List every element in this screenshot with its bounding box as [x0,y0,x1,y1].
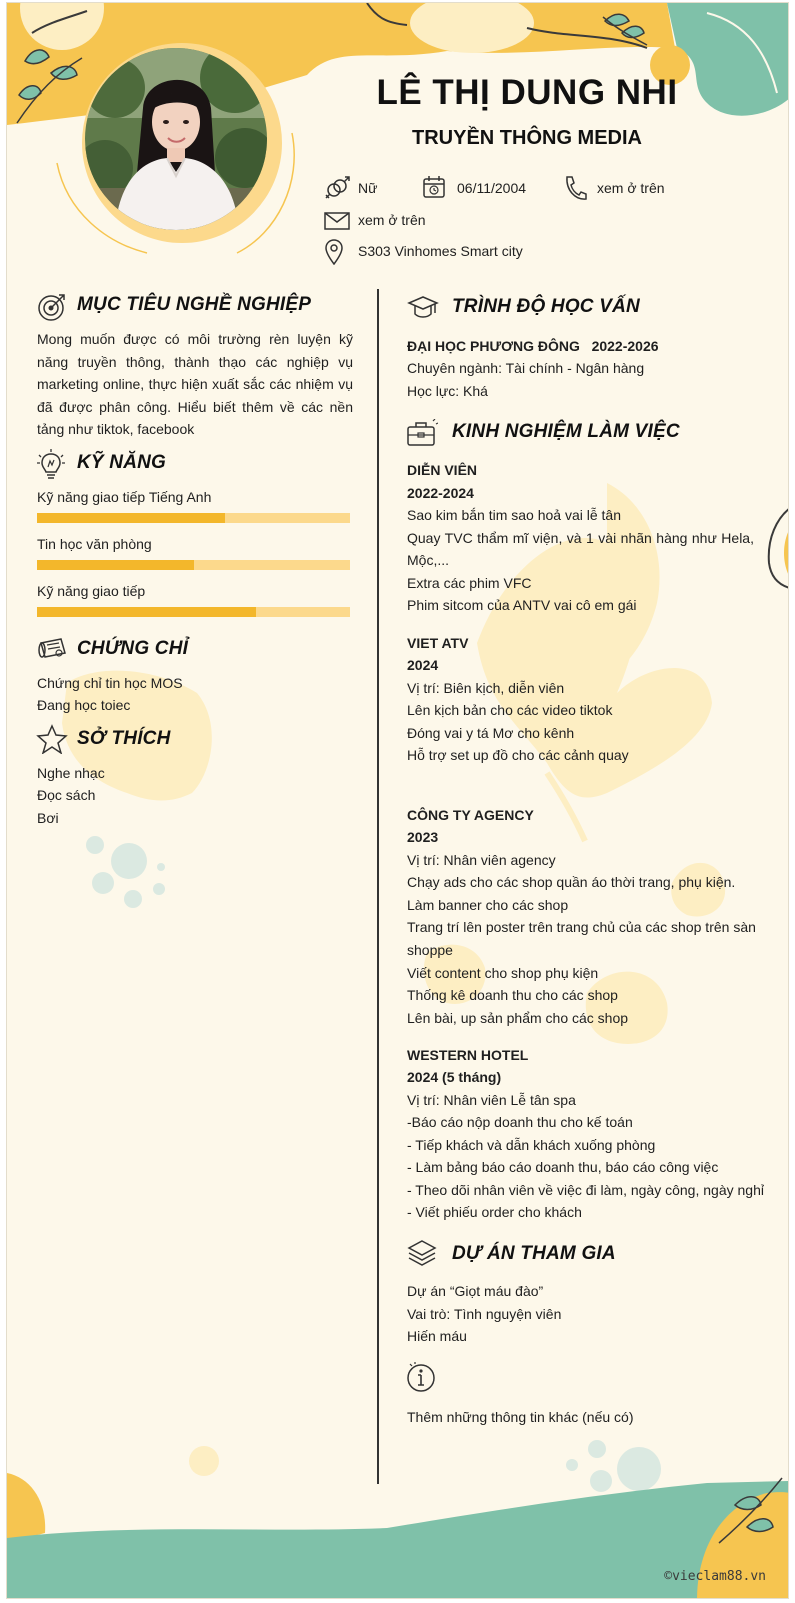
project-line: Hiến máu [407,1328,467,1344]
job-period: 2024 (5 tháng) [407,1069,502,1085]
job-line: Chạy ads cho các shop quần áo thời trang, phụ kiện. [407,874,736,890]
gender-icon [324,176,350,200]
job-line: - Viết phiếu order cho khách [407,1204,582,1220]
job-line: Mộc,... [407,552,450,568]
job-line: Sao kim bắn tim sao hoả vai lễ tân [407,507,622,523]
job-line: Đóng vai y tá Mơ cho kênh [407,725,575,741]
column-divider [377,289,379,1484]
certificate-item: Chứng chỉ tin học MOS [37,675,183,691]
job-line: Quay TVC thẩm mĩ viện, và 1 vài nhãn hàng như Hela, [407,530,754,546]
education-major: Chuyên ngành: Tài chính - Ngân hàng [407,360,645,376]
job-line: -Báo cáo nộp doanh thu cho kế toán [407,1114,633,1130]
experience-title: KINH NGHIỆM LÀM VIỆC [452,421,680,442]
calendar-icon [422,175,446,199]
email-value: xem ở trên [358,212,426,228]
candidate-role: TRUYỀN THÔNG MEDIA [412,127,642,149]
job-line: Vị trí: Biên kịch, diễn viên [407,680,565,696]
job-line: Vị trí: Nhân viên agency [407,852,556,868]
briefcase-icon [406,419,438,447]
email-icon [324,212,350,230]
project-line: Vai trò: Tình nguyện viên [407,1306,562,1322]
project-line: Dự án “Giọt máu đào” [407,1283,544,1299]
job-period: 2023 [407,829,439,845]
job-line: Làm banner cho các shop [407,897,569,913]
skill-bar-fill [37,607,256,617]
certificates-title: CHỨNG CHỈ [77,638,189,659]
hobby-item: Đọc sách [37,787,96,803]
skill-bar-fill [37,560,194,570]
job-line: shoppe [407,942,453,958]
job-line: - Làm bảng báo cáo doanh thu, báo cáo công việc [407,1159,719,1175]
school-label: ĐẠI HỌC PHƯƠNG ĐÔNG [407,338,580,354]
gender-value: Nữ [358,180,378,196]
skill-bar-track [37,607,350,617]
job-line: Extra các phim VFC [407,575,532,591]
candidate-name: LÊ THỊ DUNG NHI [376,73,678,112]
layers-icon [407,1239,437,1269]
skill-label: Kỹ năng giao tiếp Tiếng Anh [37,489,212,505]
job-line: - Tiếp khách và dẫn khách xuống phòng [407,1137,656,1153]
education-grade: Học lực: Khá [407,383,488,399]
skill-bar-track [37,513,350,523]
cv-page [6,2,789,1599]
job-line: - Theo dõi nhân viên về việc đi làm, ngày công, ngày nghỉ [407,1182,764,1198]
job-company: DIỄN VIÊN [407,462,478,478]
skill-label: Kỹ năng giao tiếp [37,583,146,599]
job-line: Hỗ trợ set up đồ cho các cảnh quay [407,747,629,763]
birthday-value: 06/11/2004 [457,180,527,196]
school-name [407,338,659,354]
hobbies-title: SỞ THÍCH [77,728,171,749]
skill-bar-fill [37,513,225,523]
job-period: 2022-2024 [407,485,474,501]
job-line: Vị trí: Nhân viên Lễ tân spa [407,1092,576,1108]
graduation-cap-icon [407,295,439,321]
job-line: Thống kê doanh thu cho các shop [407,987,618,1003]
phone-icon [563,175,587,201]
address-value: S303 Vinhomes Smart city [358,243,523,259]
watermark: ©vieclam88.vn [664,1569,766,1584]
job-line: Lên kịch bản cho các video tiktok [407,702,613,718]
projects-title: DỰ ÁN THAM GIA [452,1243,616,1264]
star-icon [36,724,68,754]
job-line: Lên bài, up sản phẩm cho các shop [407,1010,629,1026]
job-line: Viết content cho shop phụ kiện [407,965,599,981]
skill-label: Tin học văn phòng [37,536,152,552]
objective-title: MỤC TIÊU NGHỀ NGHIỆP [77,294,312,315]
job-company: CÔNG TY AGENCY [407,807,534,823]
info-icon [406,1361,438,1393]
location-pin-icon [324,239,344,265]
lightbulb-icon [37,449,65,479]
job-period: 2024 [407,657,439,673]
education-title: TRÌNH ĐỘ HỌC VẤN [452,296,640,317]
hobby-item: Bơi [37,810,59,826]
job-line: Trang trí lên poster trên trang chủ của các shop trên sàn [407,919,756,935]
hobby-item: Nghe nhạc [37,765,105,781]
job-company: VIET ATV [407,635,469,651]
diploma-icon [37,637,69,661]
objective-text: Mong muốn được có môi trường rèn luyện kỹ năng truyền thông, thành thạo các nghiệp vụ marketing online, thực hiện xuất sắc các nhiệm vụ đã được phân công. Hiểu biết thêm về các nền tảng như tiktok, facebook [37,331,353,437]
skills-title: KỸ NĂNG [77,452,167,473]
certificate-item: Đang học toiec [37,697,131,713]
target-icon [37,292,67,322]
phone-value: xem ở trên [597,180,665,196]
profile-photo [85,48,267,230]
job-company: WESTERN HOTEL [407,1047,529,1063]
job-line: Phim sitcom của ANTV vai cô em gái [407,597,637,613]
other-info-text: Thêm những thông tin khác (nếu có) [407,1409,634,1425]
skill-bar-track [37,560,350,570]
school-years: 2022-2026 [591,338,659,354]
